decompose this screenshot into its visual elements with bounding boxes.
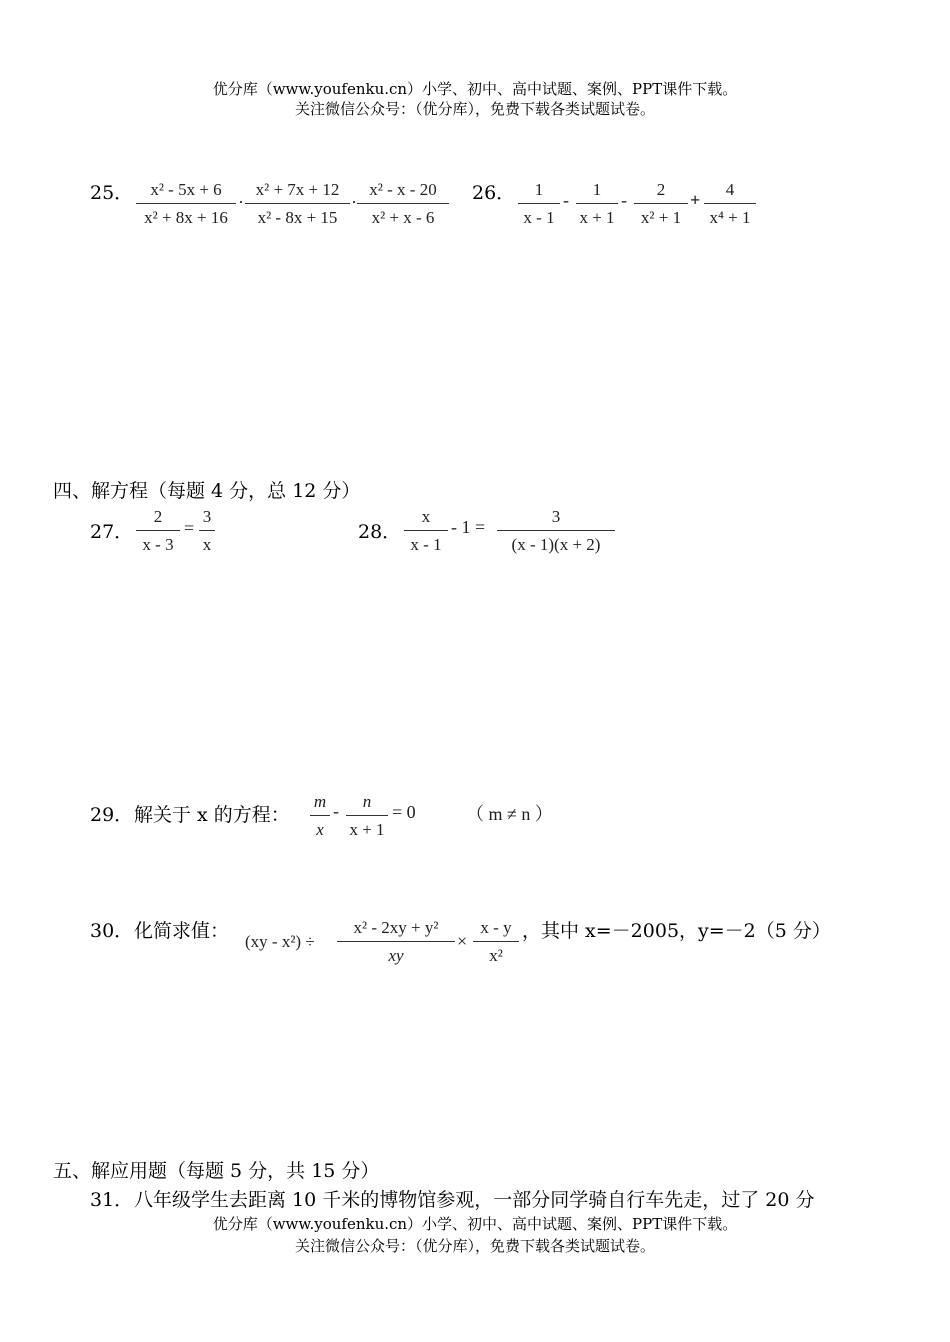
fraction-bar xyxy=(473,941,519,942)
q29-f2-numerator: n xyxy=(362,792,372,811)
q29-text: 解关于 x 的方程： xyxy=(134,804,290,826)
q30-f2-denominator: x² xyxy=(489,946,503,965)
q27-right-denominator: x xyxy=(202,535,212,554)
fraction-bar xyxy=(136,203,236,204)
q28-fraction-left xyxy=(404,507,448,555)
q29-fraction-2 xyxy=(346,792,388,840)
q26-f1-denominator: x - 1 xyxy=(523,208,555,227)
q25-f2-numerator: x² + 7x + 12 xyxy=(255,180,340,199)
q25-f1-denominator: x² + 8x + 16 xyxy=(144,208,228,227)
q30-fraction-2 xyxy=(473,918,519,966)
fraction-bar xyxy=(357,203,449,204)
fraction-bar xyxy=(497,530,615,531)
q26-minus-2: - xyxy=(621,190,627,210)
q25-number: 25． xyxy=(90,182,134,204)
q25-fraction-1 xyxy=(136,180,236,228)
q25-fraction-2 xyxy=(245,180,350,228)
q29-f2-denominator: x + 1 xyxy=(349,820,385,839)
q26-f3-denominator: x² + 1 xyxy=(640,208,682,227)
section-4-title: 四、解方程（每题 4 分，总 12 分） xyxy=(53,480,361,502)
q30-times: × xyxy=(457,931,468,951)
q27-fraction-left xyxy=(136,507,180,555)
q30-lhs: (xy - x²) ÷ xyxy=(245,932,315,951)
q30-f2-numerator: x - y xyxy=(480,918,512,937)
q25-dot-1: · xyxy=(238,192,244,212)
q28-right-denominator: (x - 1)(x + 2) xyxy=(511,535,601,554)
q28-right-numerator: 3 xyxy=(551,507,561,526)
q26-f2-denominator: x + 1 xyxy=(579,208,615,227)
q26-fraction-1 xyxy=(518,180,560,228)
fraction-bar xyxy=(576,203,618,204)
q30-text: 化简求值： xyxy=(134,920,230,942)
q29-f1-numerator: m xyxy=(313,792,327,811)
q26-f2-numerator: 1 xyxy=(592,180,602,199)
q26-f3-numerator: 2 xyxy=(656,180,666,199)
q25-f3-numerator: x² - x - 20 xyxy=(369,180,437,199)
q26-fraction-4 xyxy=(704,180,756,228)
q30-f1-denominator: xy xyxy=(388,946,404,965)
fraction-bar xyxy=(704,203,756,204)
q28-fraction-right xyxy=(497,507,615,555)
q27-fraction-right xyxy=(199,507,215,555)
q30-f1-numerator: x² - 2xy + y² xyxy=(353,918,439,937)
q28-left-numerator: x xyxy=(421,507,431,526)
q29-equals-zero: = 0 xyxy=(392,802,416,822)
fraction-bar xyxy=(136,530,180,531)
q26-f4-numerator: 4 xyxy=(725,180,735,199)
q31-number: 31． xyxy=(90,1189,134,1211)
q29-fraction-1 xyxy=(310,792,330,840)
footer-line-2: 关注微信公众号：（优分库），免费下载各类试题试卷。 xyxy=(294,1237,655,1255)
q26-fraction-2 xyxy=(576,180,618,228)
fraction-bar xyxy=(346,815,388,816)
fraction-bar xyxy=(634,203,688,204)
fraction-bar xyxy=(404,530,448,531)
q27-left-numerator: 2 xyxy=(153,507,163,526)
q25-f3-denominator: x² + x - 6 xyxy=(371,208,435,227)
q29-f1-denominator: x xyxy=(316,820,324,839)
fraction-bar xyxy=(199,530,215,531)
q30-tail: ，其中 x=－2005，y=－2（5 分） xyxy=(522,920,831,942)
header-line-1: 优分库（www.youfenku.cn）小学、初中、高中试题、案例、PPT课件下载。 xyxy=(212,80,738,98)
q26-f4-denominator: x⁴ + 1 xyxy=(709,208,751,227)
q27-equals: = xyxy=(184,518,195,538)
q31-text: 八年级学生去距离 10 千米的博物馆参观，一部分同学骑自行车先走，过了 20 分 xyxy=(134,1189,815,1211)
q27-left-denominator: x - 3 xyxy=(142,535,174,554)
q27-right-numerator: 3 xyxy=(202,507,212,526)
fraction-bar xyxy=(310,815,330,816)
section-5-title: 五、解应用题（每题 5 分，共 15 分） xyxy=(53,1160,380,1182)
q26-number: 26． xyxy=(472,182,516,204)
q25-fraction-3 xyxy=(357,180,449,228)
q29-minus: - xyxy=(333,801,339,821)
q29-number: 29． xyxy=(90,804,134,826)
q26-minus-1: - xyxy=(563,190,569,210)
footer-line-1: 优分库（www.youfenku.cn）小学、初中、高中试题、案例、PPT课件下载。 xyxy=(212,1215,738,1233)
q25-f2-denominator: x² - 8x + 15 xyxy=(257,208,338,227)
q30-fraction-1 xyxy=(337,918,455,966)
q27-number: 27． xyxy=(90,521,134,543)
q29-condition: （ m ≠ n ） xyxy=(466,804,553,824)
q26-plus: + xyxy=(690,190,701,210)
q28-number: 28． xyxy=(358,521,402,543)
q28-minus-one-equals: - 1 = xyxy=(451,517,486,537)
fraction-bar xyxy=(518,203,560,204)
q28-left-denominator: x - 1 xyxy=(410,535,442,554)
fraction-bar xyxy=(337,941,455,942)
q25-f1-numerator: x² - 5x + 6 xyxy=(150,180,222,199)
fraction-bar xyxy=(245,203,350,204)
q26-fraction-3 xyxy=(634,180,688,228)
q30-number: 30． xyxy=(90,920,134,942)
q25-dot-2: · xyxy=(351,192,357,212)
q26-f1-numerator: 1 xyxy=(534,180,544,199)
header-line-2: 关注微信公众号：（优分库），免费下载各类试题试卷。 xyxy=(294,100,655,118)
